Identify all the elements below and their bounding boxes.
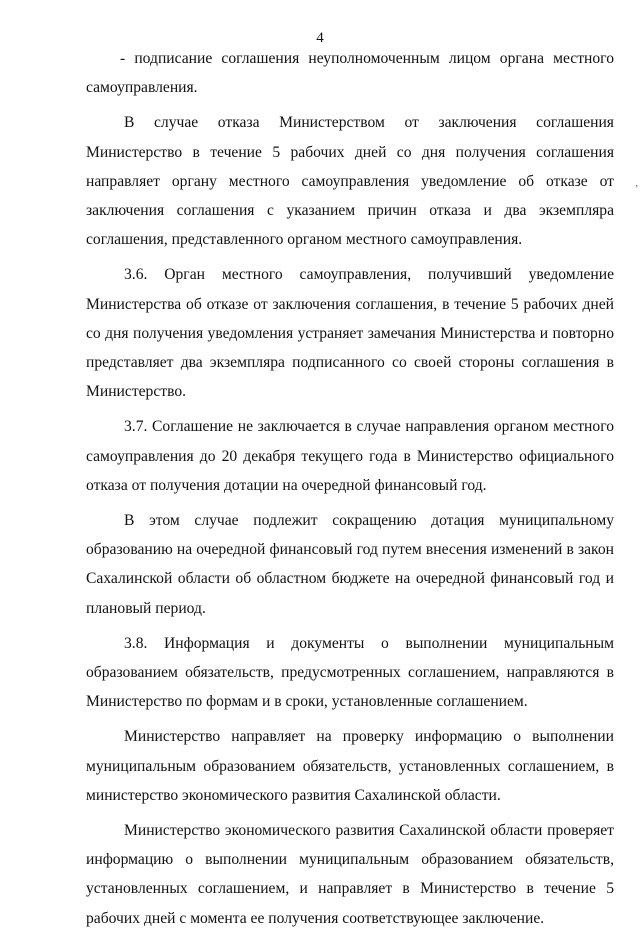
paragraph-3-7: 3.7. Соглашение не заключается в случае направления органом местного самоуправления до 20 декабря текущего года в Министерство официального отказа от получения дотации на очередной финансовый год. bbox=[86, 418, 614, 494]
page-number: 4 bbox=[316, 30, 324, 46]
paragraph-refusal-notice: В случае отказа Министерством от заключения соглашения Министерство в течение 5 рабочих дней со дня получения соглашения направляет органу местного самоуправления уведомление об отказе от заключения соглашения с указанием причин отказа и два экземпляра соглашения, представленного органом местного самоуправления. bbox=[86, 114, 614, 249]
scan-edge-mark: , bbox=[635, 178, 638, 189]
paragraph-subsidy-reduction: В этом случае подлежит сокращению дотация муниципальному образованию на очередной финансовый год путем внесения изменений в закон Сахалинской области об областном бюджете на очередной финансовый год и плановый период. bbox=[86, 512, 614, 617]
paragraph-3-6: 3.6. Орган местного самоуправления, получивший уведомление Министерства об отказе от заключения соглашения, в течение 5 рабочих дней со дня получения уведомления устраняет замечания Министерства и повторно представляет два экземпляра подписанного со своей стороны соглашения в Министерство. bbox=[86, 266, 614, 401]
paragraph-verification-request: Министерство направляет на проверку информацию о выполнении муниципальным образованием обязательств, установленных соглашением, в министерство экономического развития Сахалинской области. bbox=[86, 728, 614, 804]
document-body bbox=[86, 44, 614, 939]
paragraph-3-8: 3.8. Информация и документы о выполнении муниципальным образованием обязательств, предусмотренных соглашением, направляются в Министерство по формам и в сроки, установленные соглашением. bbox=[86, 634, 614, 711]
paragraph-economic-ministry-check: Министерство экономического развития Сахалинской области проверяет информацию о выполнении муниципальным образованием обязательств, установленных соглашением, и направляет в Министерство в течение 5 рабочих дней с момента ее получения соответствующее заключение. bbox=[86, 822, 614, 927]
paragraph-unauthorized-signing: - подписание соглашения неуполномоченным лицом органа местного самоуправления. bbox=[86, 50, 614, 97]
